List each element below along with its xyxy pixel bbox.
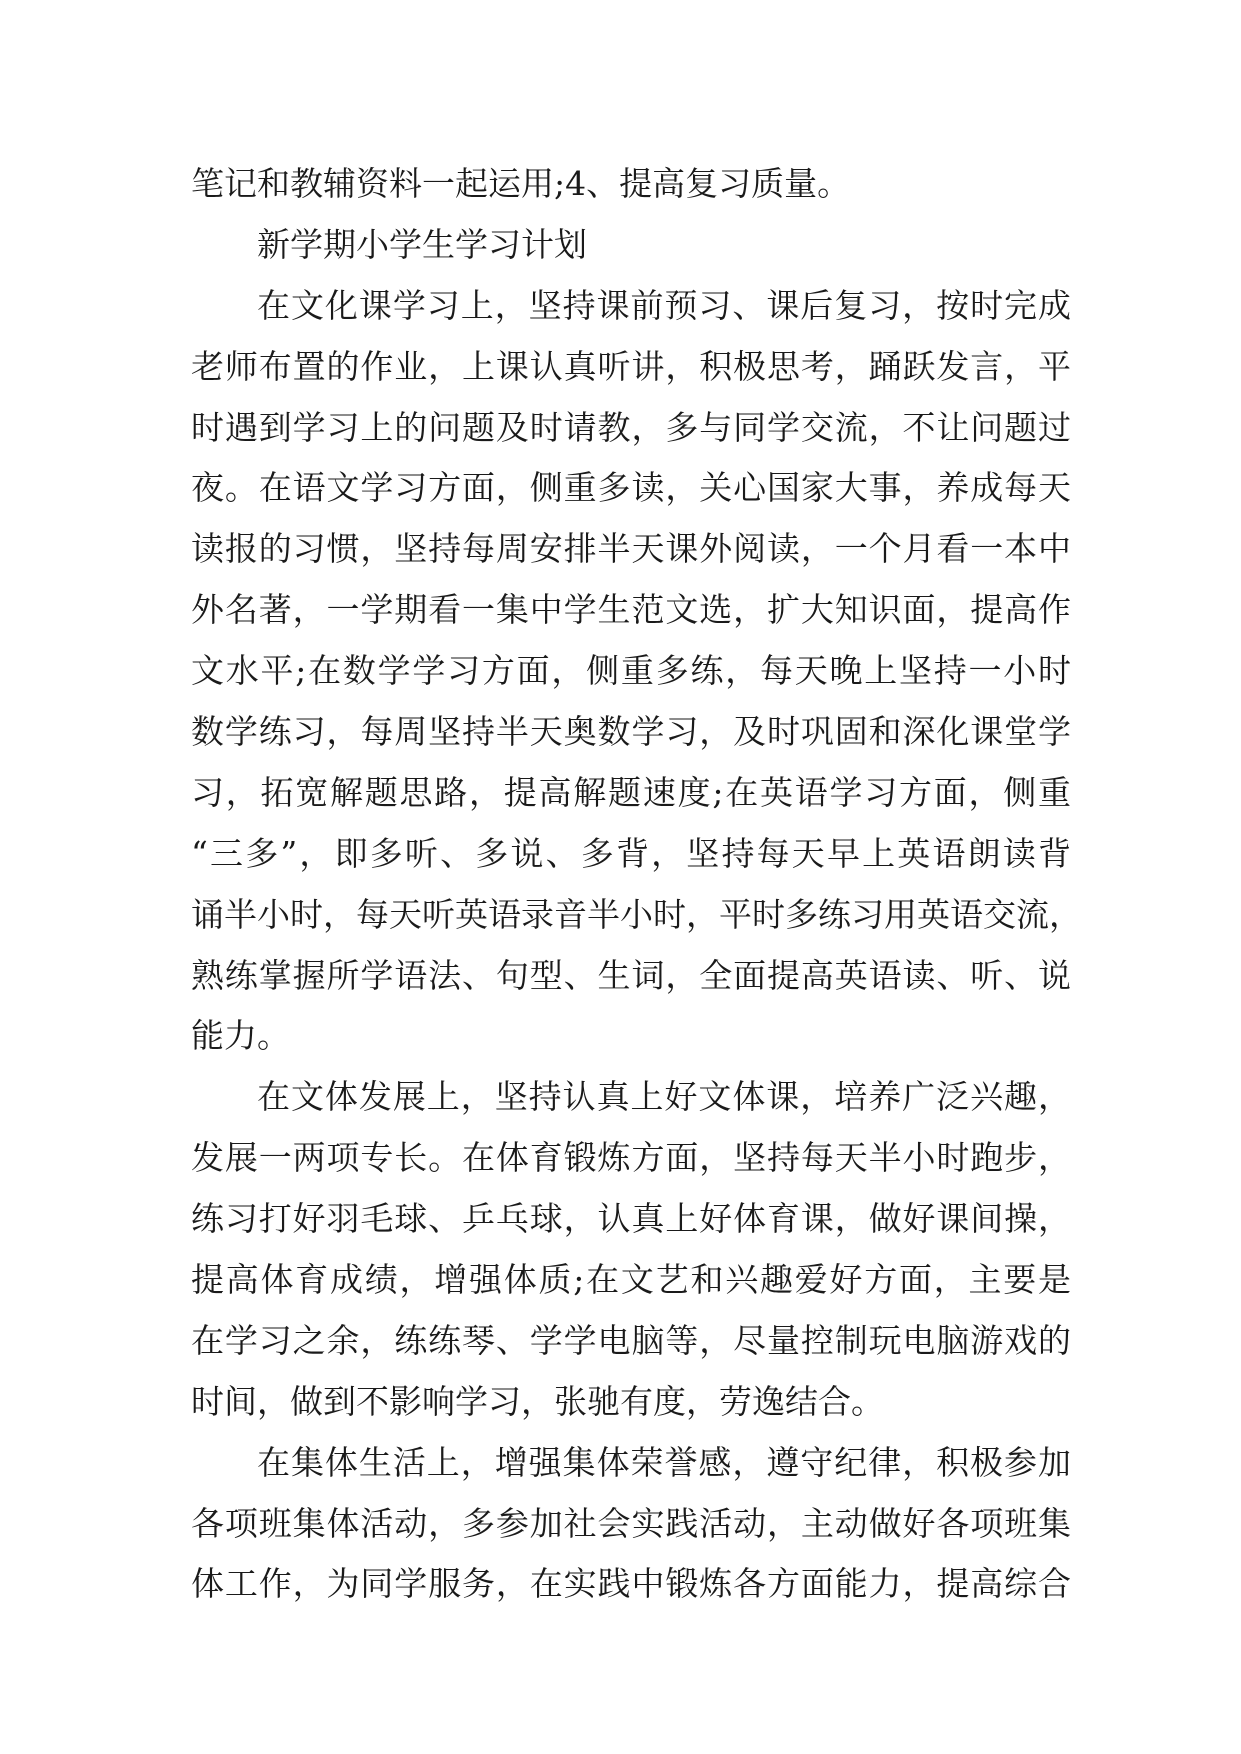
paragraph-first-line: 在集体生活上，增强集体荣誉感，遵守纪律，积极参加	[257, 1442, 1071, 1482]
text-line: 在学习之余，练练琴、学学电脑等，尽量控制玩电脑游戏的	[191, 1320, 1071, 1360]
text-line: 笔记和教辅资料一起运用;4、提高复习质量。	[191, 164, 851, 203]
paragraph-first-line: 新学期小学生学习计划	[257, 224, 587, 264]
text-line: 练习打好羽毛球、乒乓球，认真上好体育课，做好课间操，	[191, 1199, 1071, 1239]
text-line: 诵半小时，每天听英语录音半小时，平时多练习用英语交流，	[191, 894, 1082, 934]
text-line: 熟练掌握所学语法、句型、生词，全面提高英语读、听、说	[191, 955, 1071, 995]
text-line: 夜。在语文学习方面，侧重多读，关心国家大事，养成每天	[191, 468, 1071, 508]
document-body-text	[191, 154, 1082, 1615]
text-line: 数学练习，每周坚持半天奥数学习，及时巩固和深化课堂学	[191, 712, 1071, 752]
text-line: 读报的习惯，坚持每周安排半天课外阅读，一个月看一本中	[191, 529, 1071, 569]
text-line: 发展一两项专长。在体育锻炼方面，坚持每天半小时跑步，	[191, 1138, 1071, 1178]
text-line: 外名著，一学期看一集中学生范文选，扩大知识面，提高作	[191, 590, 1071, 630]
text-line: 能力。	[191, 1016, 290, 1056]
text-line: “三多”，即多听、多说、多背，坚持每天早上英语朗读背	[191, 833, 1071, 873]
text-line: 提高体育成绩，增强体质;在文艺和兴趣爱好方面，主要是	[191, 1260, 1071, 1300]
text-line: 习，拓宽解题思路，提高解题速度;在英语学习方面，侧重	[191, 772, 1071, 812]
text-line: 文水平;在数学学习方面，侧重多练，每天晚上坚持一小时	[191, 651, 1071, 691]
text-line: 体工作，为同学服务，在实践中锻炼各方面能力，提高综合	[191, 1564, 1071, 1604]
text-line: 时间，做到不影响学习，张驰有度，劳逸结合。	[191, 1381, 884, 1421]
paragraph-first-line: 在文体发展上，坚持认真上好文体课，培养广泛兴趣，	[257, 1077, 1071, 1117]
text-line: 时遇到学习上的问题及时请教，多与同学交流，不让问题过	[191, 407, 1071, 447]
paragraph-first-line: 在文化课学习上，坚持课前预习、课后复习，按时完成	[257, 285, 1071, 325]
text-line: 各项班集体活动，多参加社会实践活动，主动做好各项班集	[191, 1503, 1071, 1543]
text-line: 老师布置的作业，上课认真听讲，积极思考，踊跃发言，平	[191, 346, 1071, 386]
